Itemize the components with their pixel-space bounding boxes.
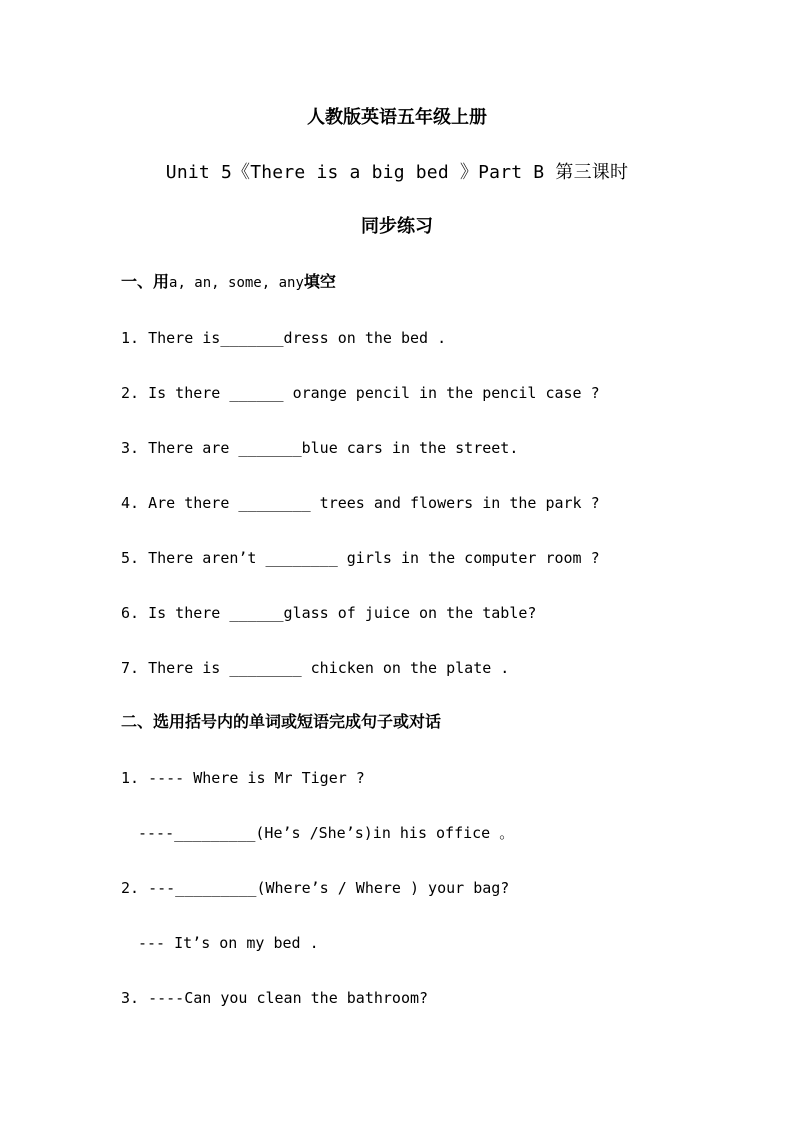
- section-1-label: [121, 272, 336, 293]
- exercise-heading: 同步练习: [361, 216, 433, 237]
- section-1-label-suffix: 填空: [303, 272, 336, 291]
- section-1-question-1: 1. There is_______dress on the bed .: [121, 329, 447, 347]
- section-2-answer-1: ----_________(He’s /She’s)in his office 。: [138, 824, 515, 842]
- section-1-question-4: 4. Are there ________ trees and flowers in the park ?: [121, 494, 600, 512]
- section-2-question-1: 1. ---- Where is Mr Tiger ?: [121, 769, 365, 787]
- unit-subtitle: Unit 5《There is a big bed 》Part B 第三课时: [165, 162, 629, 183]
- section-1-label-words: a, an, some, any: [169, 275, 304, 291]
- section-1-question-5: 5. There aren’t ________ girls in the computer room ?: [121, 549, 600, 567]
- worksheet-title: 人教版英语五年级上册: [307, 107, 487, 128]
- section-2-answer-2: --- It’s on my bed .: [138, 934, 319, 952]
- section-1-question-7: 7. There is ________ chicken on the plate .: [121, 659, 510, 677]
- section-2-question-2: 2. ---_________(Where’s / Where ) your bag?: [121, 879, 510, 897]
- section-1-question-3: 3. There are _______blue cars in the street.: [121, 439, 519, 457]
- section-2-question-3: 3. ----Can you clean the bathroom?: [121, 989, 429, 1007]
- section-1-label-prefix: 一、用: [121, 272, 170, 291]
- section-1-question-2: 2. Is there ______ orange pencil in the pencil case ?: [121, 384, 600, 402]
- section-1-question-6: 6. Is there ______glass of juice on the table?: [121, 604, 537, 622]
- section-2-label: 二、选用括号内的单词或短语完成句子或对话: [121, 712, 442, 731]
